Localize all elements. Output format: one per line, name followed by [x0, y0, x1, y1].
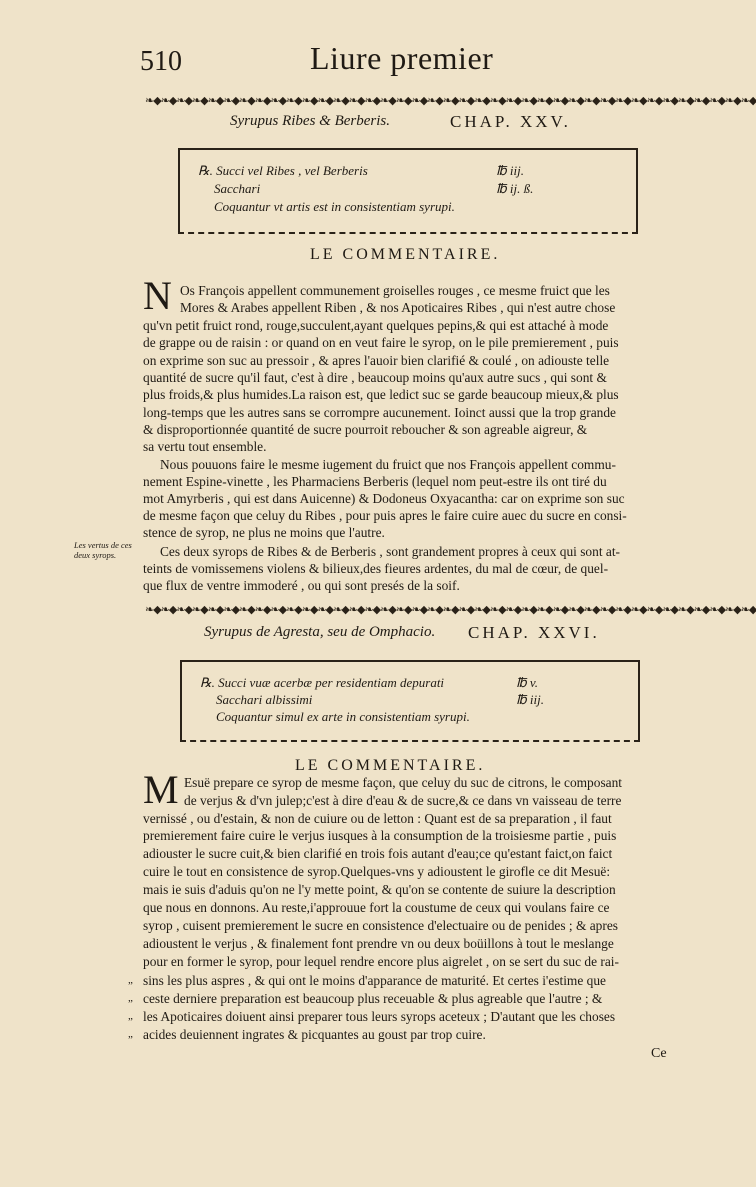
- drop-cap: M: [143, 767, 179, 812]
- recipe-line: Sacchari: [214, 181, 261, 196]
- text-line: premierement faire cuire le verjus iusques à la consumption de la troisiesme partie , puis: [143, 828, 617, 843]
- text-line: ceste derniere preparation est beaucoup plus receuable & plus agreable que l'autre ; &: [143, 991, 603, 1006]
- commentary-title: LE COMMENTAIRE.: [310, 246, 501, 263]
- quote-mark: „: [128, 992, 133, 1004]
- recipe-line: Sacchari albissimi: [216, 692, 313, 707]
- ornament-rule-top: ❧◆❧◆❧◆❧◆❧◆❧◆❧◆❧◆❧◆❧◆❧◆❧◆❧◆❧◆❧◆❧◆❧◆❧◆❧◆❧◆❧◆❧◆❧◆❧◆❧◆❧◆❧◆❧◆❧◆❧◆❧◆❧◆❧◆❧◆❧◆❧◆❧◆❧◆❧◆: [145, 95, 756, 107]
- text-line: Ces deux syrops de Ribes & de Berberis , sont grandement propres à ceux qui sont at-: [160, 544, 621, 559]
- text-line: adiouster le sucre cuit,& bien clarifié en trois fois autant d'eau;ce qu'estant faict,on faict: [143, 846, 613, 861]
- text-line: Os François appellent communement groiselles rouges , ce mesme fruict que les: [180, 283, 610, 298]
- text-line: quantité de sucre qu'il faut, c'est à dire , beaucoup moins qu'aux autre sucs , qui sont &: [143, 370, 607, 385]
- text-line: sins les plus aspres , & qui ont le moins d'apparance de maturité. Et certes i'estime que: [143, 973, 606, 988]
- recipe-line: Coquantur simul ex arte in consistentiam syrupi.: [216, 709, 470, 724]
- text-line: Nous pouuons faire le mesme iugement du fruict que nos François appellent commu-: [160, 457, 616, 472]
- text-line: teints de vomissemens violens & bilieux,des fieures ardentes, du mal de cœur, de quel-: [143, 561, 609, 576]
- text-line: sa vertu tout ensemble.: [143, 439, 267, 454]
- recipe-quantity: ℔ iij.: [516, 692, 544, 707]
- chapter-title: Syrupus de Agresta, seu de Omphacio.: [204, 624, 436, 640]
- running-head: Liure premier: [310, 40, 494, 76]
- text-line: vernissé , ou d'estain, & non de cuiure ou de letton : Quant est de sa preparation , il faut: [143, 811, 612, 826]
- text-line: qu'vn petit fruict rond, rouge,succulent,ayant quelques pepins,& qui est attaché à mode: [143, 318, 609, 333]
- recipe-quantity: ℔ ij. ß.: [496, 181, 534, 196]
- chapter-title: Syrupus Ribes & Berberis.: [230, 113, 390, 129]
- quote-mark: „: [128, 1028, 133, 1040]
- recipe-quantity: ℔ v.: [516, 675, 538, 690]
- drop-cap: N: [143, 273, 172, 318]
- text-line: que flux de ventre immoderé , ou qui sont presés de la soif.: [143, 578, 460, 593]
- ornament-rule-middle: ❧◆❧◆❧◆❧◆❧◆❧◆❧◆❧◆❧◆❧◆❧◆❧◆❧◆❧◆❧◆❧◆❧◆❧◆❧◆❧◆❧◆❧◆❧◆❧◆❧◆❧◆❧◆❧◆❧◆❧◆❧◆❧◆❧◆❧◆❧◆❧◆❧◆❧◆❧◆: [145, 604, 756, 616]
- text-line: & disproportionnée quantité de sucre pourroit reboucher & son agreable aigreur, &: [143, 422, 588, 437]
- catchword: Ce: [651, 1046, 667, 1061]
- text-line: on exprime son suc au pressoir , & apres l'auoir bien clarifié & coulé , on adiouste telle: [143, 353, 610, 368]
- text-line: mot Amyrberis , qui est dans Auicenne) & Dodoneus Oxyacantha: car on exprime son suc: [143, 491, 625, 506]
- text-line: pour en former le syrop, pour lequel rendre encore plus aigrelet , on se sert du suc de rai-: [143, 954, 619, 969]
- text-line: syrop , cuisent premierement le sucre en consistence d'electuaire ou de penides ; & apres: [143, 918, 618, 933]
- text-line: que nous en donnons. Au reste,i'approuue fort la coustume de ceux qui voulans faire ce: [143, 900, 610, 915]
- text-line: stence de syrop, ne plus ne moins que l'autre.: [143, 525, 385, 540]
- recipe-box: [178, 148, 638, 234]
- text-line: de mesme façon que celuy du Ribes , pour puis apres le faire cuire auec du sucre en consi-: [143, 508, 627, 523]
- text-line: adioustent le verjus , & finalement font prendre vn ou deux boüillons à tout le meslange: [143, 936, 614, 951]
- recipe-line: ℞. Succi vuæ acerbæ per residentiam depurati: [200, 675, 445, 690]
- text-line: long-temps que les autres sans se corrompre aucunement. Ioinct aussi que la trop grande: [143, 405, 616, 420]
- text-line: de grappe ou de raisin : or quand on en veut faire le syrop, on le pile premierement , puis: [143, 335, 619, 350]
- text-line: de verjus & d'vn julep;c'est à dire d'eau & de sucre,& ce dans vn vaisseau de terre: [184, 793, 622, 808]
- text-line: acides deuiennent ingrates & picquantes au goust par trop cuire.: [143, 1027, 486, 1042]
- chapter-number: CHAP. XXVI.: [468, 623, 600, 642]
- commentary-title: LE COMMENTAIRE.: [295, 757, 486, 774]
- margin-note: Les vertus de ces deux syrops.: [74, 540, 132, 560]
- recipe-box: [180, 660, 640, 742]
- text-line: mais ie suis d'aduis qu'on ne l'y mette point, & qu'on se contente de suiure la description: [143, 882, 616, 897]
- text-line: plus froids,& plus humides.La raison est, que ledict suc se garde beaucoup mieux,& plus: [143, 387, 619, 402]
- quote-mark: „: [128, 1010, 133, 1022]
- text-line: Esuë prepare ce syrop de mesme façon, que celuy du suc de citrons, le composant: [184, 775, 623, 790]
- quote-mark: „: [128, 974, 133, 986]
- text-line: les Apoticaires doiuent ainsi preparer tous leurs syrops aceteux ; D'autant que les choses: [143, 1009, 616, 1024]
- recipe-line: Coquantur vt artis est in consistentiam syrupi.: [214, 199, 455, 214]
- page-number: 510: [140, 46, 182, 77]
- recipe-quantity: ℔ iij.: [496, 163, 524, 178]
- chapter-number: CHAP. XXV.: [450, 112, 571, 131]
- text-line: cuire le tout en consistence de syrop.Quelques-vns y adioustent le girofle ce dit Mesuë:: [143, 864, 611, 879]
- text-line: nement Espine-vinette , les Pharmaciens Berberis (lequel nom peut-estre ils ont tiré du: [143, 474, 607, 489]
- recipe-line: ℞. Succi vel Ribes , vel Berberis: [198, 163, 368, 178]
- text-line: Mores & Arabes appellent Riben , & nos Apoticaires Ribes , qui n'est autre chose: [180, 300, 616, 315]
